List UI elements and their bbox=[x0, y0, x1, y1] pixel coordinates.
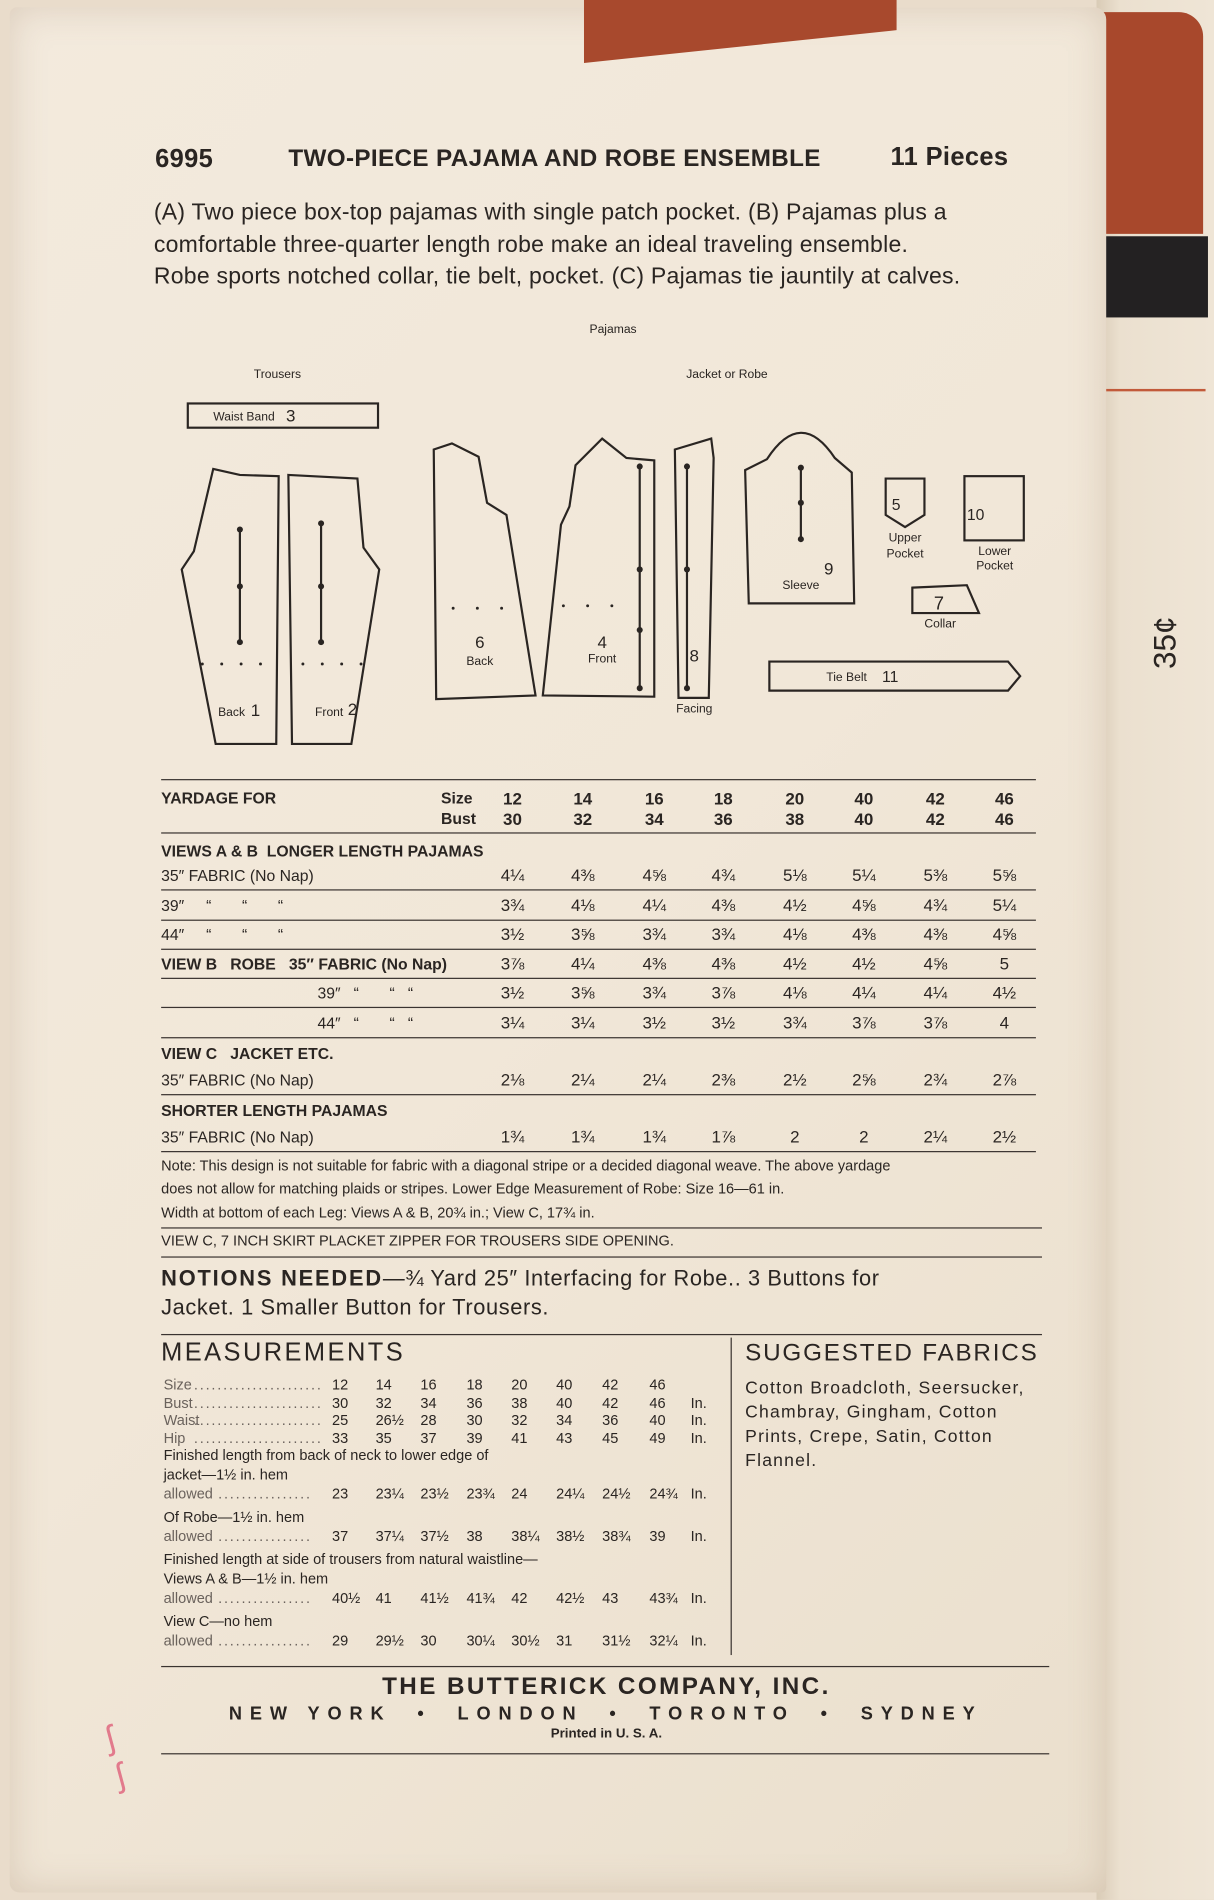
row-divider bbox=[161, 949, 1036, 951]
measurement-value: 42 bbox=[602, 1376, 619, 1394]
row-divider bbox=[161, 1007, 1036, 1009]
measurement-value: 32¼ bbox=[649, 1632, 678, 1649]
measurement-value: 31½ bbox=[602, 1632, 631, 1649]
fabrics-heading: SUGGESTED FABRICS bbox=[745, 1340, 1039, 1367]
yardage-value: 4⅝ bbox=[852, 895, 876, 915]
size-header: 16 bbox=[644, 788, 664, 809]
row-label: 39″ “ “ “ bbox=[161, 896, 284, 915]
yardage-value: 3⅝ bbox=[570, 924, 595, 944]
section-heading: VIEW C JACKET ETC. bbox=[161, 1044, 334, 1063]
bust-header: 40 bbox=[854, 809, 874, 829]
yardage-value: 3⅞ bbox=[711, 982, 736, 1002]
dot-leader: ...................... bbox=[193, 1393, 323, 1411]
measurement-caption: Finished length from back of neck to lower edge of bbox=[163, 1446, 489, 1464]
bust-header: 42 bbox=[925, 809, 945, 829]
measurement-value: 30¼ bbox=[466, 1632, 495, 1649]
diagram-group-title: Pajamas bbox=[589, 322, 637, 337]
waist-band-number: 3 bbox=[285, 406, 296, 426]
dot-leader: ...................... bbox=[193, 1411, 323, 1429]
fabrics-line: Flannel. bbox=[745, 1451, 818, 1471]
measurement-value: 38¾ bbox=[602, 1527, 631, 1545]
measurement-value: 24¾ bbox=[649, 1485, 678, 1503]
measurement-value: 29½ bbox=[375, 1632, 404, 1649]
row-label: VIEW B ROBE 35″ FABRIC (No Nap) bbox=[161, 954, 447, 973]
bust-header: 30 bbox=[503, 809, 522, 829]
measurement-value: 41 bbox=[375, 1589, 392, 1607]
yardage-value: 5⅛ bbox=[783, 865, 807, 885]
measurement-label: allowed bbox=[163, 1632, 213, 1649]
upper-pocket-label: Upper bbox=[888, 530, 922, 545]
measurement-value: 38 bbox=[511, 1393, 528, 1411]
size-label: Size bbox=[441, 788, 473, 807]
yardage-value: 4¼ bbox=[500, 865, 525, 885]
yardage-value: 2⅞ bbox=[992, 1069, 1017, 1090]
yardage-value: 3¾ bbox=[783, 1012, 807, 1033]
measurement-caption: Of Robe—1½ in. hem bbox=[163, 1508, 305, 1526]
measurement-unit: In. bbox=[690, 1485, 707, 1503]
notions-heading: NOTIONS NEEDED bbox=[161, 1266, 383, 1291]
yardage-value: 1¾ bbox=[500, 1126, 525, 1147]
measurement-value: 23½ bbox=[420, 1485, 449, 1503]
yardage-value: 3¾ bbox=[500, 895, 525, 915]
size-header: 18 bbox=[713, 788, 733, 809]
measurement-value: 32 bbox=[375, 1393, 392, 1411]
measurement-value: 12 bbox=[331, 1376, 349, 1394]
measurement-value: 32 bbox=[511, 1411, 528, 1429]
measurement-value: 24 bbox=[511, 1485, 528, 1503]
note-line: does not allow for matching plaids or stripes. Lower Edge Measurement of Robe: Size 16—61 in. bbox=[161, 1180, 785, 1198]
measurement-unit: In. bbox=[690, 1527, 707, 1545]
measurement-value: 30 bbox=[466, 1411, 483, 1429]
yardage-value: 4¼ bbox=[570, 953, 595, 973]
trousers-title: Trousers bbox=[253, 367, 302, 382]
zipper-note: VIEW C, 7 INCH SKIRT PLACKET ZIPPER FOR TROUSERS SIDE OPENING. bbox=[161, 1232, 674, 1250]
front-label: Front bbox=[588, 651, 617, 666]
yardage-value: 2½ bbox=[992, 1126, 1017, 1147]
yardage-value: 2 bbox=[790, 1126, 800, 1147]
dot-leader: ................ bbox=[218, 1527, 312, 1545]
lower-pocket-label: Lower bbox=[978, 543, 1012, 558]
row-divider bbox=[161, 978, 1036, 980]
yardage-value: 2⅜ bbox=[711, 1069, 736, 1090]
measurement-value: 37¼ bbox=[375, 1527, 404, 1545]
measurement-value: 46 bbox=[649, 1393, 666, 1411]
dot-leader: ................ bbox=[218, 1589, 312, 1607]
measurement-value: 23¾ bbox=[466, 1485, 495, 1503]
measurement-value: 41 bbox=[511, 1429, 528, 1447]
bust-header: 38 bbox=[785, 809, 805, 829]
measurement-value: 37½ bbox=[420, 1527, 449, 1545]
yardage-value: 3½ bbox=[642, 1012, 667, 1033]
measurement-unit: In. bbox=[690, 1632, 707, 1649]
yardage-value: 4¼ bbox=[852, 982, 876, 1002]
measurement-value: 29 bbox=[331, 1632, 349, 1649]
fabrics-line: Prints, Crepe, Satin, Cotton bbox=[745, 1427, 993, 1447]
yardage-value: 1⅞ bbox=[711, 1126, 736, 1147]
measurement-value: 43¾ bbox=[649, 1589, 678, 1607]
measurement-value: 46 bbox=[649, 1376, 666, 1394]
measurement-value: 40 bbox=[556, 1393, 573, 1411]
measurement-value: 36 bbox=[466, 1393, 483, 1411]
measurement-value: 41¾ bbox=[466, 1589, 495, 1607]
upper-pocket-number: 5 bbox=[891, 497, 901, 515]
yardage-value: 4⅝ bbox=[642, 865, 667, 885]
pattern-number: 6995 bbox=[155, 145, 214, 174]
size-header: 40 bbox=[854, 788, 874, 809]
back-label: Back bbox=[466, 654, 494, 669]
row-label: 35″ FABRIC (No Nap) bbox=[161, 866, 314, 885]
measurement-value: 43 bbox=[602, 1589, 619, 1607]
yardage-value: 1¾ bbox=[642, 1126, 667, 1147]
sleeve-number: 9 bbox=[824, 559, 834, 579]
note-line: Width at bottom of each Leg: Views A & B, 20¾ in.; View C, 17¾ in. bbox=[161, 1204, 595, 1222]
measurement-caption: jacket—1½ in. hem bbox=[163, 1466, 289, 1483]
measurement-value: 38¼ bbox=[511, 1527, 540, 1545]
lower-pocket-label: Pocket bbox=[976, 558, 1014, 573]
pink-handwritten-mark: ʃ ʃ bbox=[101, 1718, 129, 1795]
row-divider bbox=[161, 1094, 1036, 1096]
waist-band-label: Waist Band bbox=[213, 409, 275, 424]
back-trousers-number: 1 bbox=[250, 701, 261, 721]
fabrics-line: Chambray, Gingham, Cotton bbox=[745, 1403, 998, 1423]
company-cities: NEW YORK • LONDON • TORONTO • SYDNEY bbox=[228, 1703, 983, 1725]
yardage-value: 5¼ bbox=[852, 865, 876, 885]
measurement-value: 40 bbox=[556, 1376, 573, 1394]
measurement-value: 40½ bbox=[331, 1589, 361, 1607]
jacket-title: Jacket or Robe bbox=[686, 367, 768, 382]
row-divider bbox=[161, 889, 1036, 891]
measurement-value: 30 bbox=[331, 1393, 349, 1411]
size-header: 46 bbox=[994, 788, 1014, 809]
measurement-value: 28 bbox=[420, 1411, 437, 1429]
yardage-value: 4⅝ bbox=[992, 924, 1017, 944]
yardage-value: 3¼ bbox=[570, 1012, 595, 1033]
yardage-value: 5 bbox=[999, 953, 1010, 973]
measurement-value: 37 bbox=[331, 1527, 349, 1545]
yardage-value: 1¾ bbox=[570, 1126, 595, 1147]
measurement-value: 34 bbox=[420, 1393, 437, 1411]
measurement-value: 30 bbox=[420, 1632, 437, 1649]
measurement-value: 43 bbox=[556, 1429, 573, 1447]
front-trousers-number: 2 bbox=[347, 699, 358, 719]
bust-header: 36 bbox=[713, 809, 733, 829]
bust-header: 46 bbox=[994, 809, 1014, 829]
measurement-value: 42 bbox=[602, 1393, 619, 1411]
upper-pocket-label: Pocket bbox=[886, 546, 924, 561]
collar-number: 7 bbox=[933, 593, 945, 614]
measurement-unit: In. bbox=[690, 1429, 707, 1447]
yardage-value: 3½ bbox=[711, 1012, 736, 1033]
back-trousers-label: Back bbox=[218, 705, 246, 720]
back-trousers-piece bbox=[182, 469, 279, 744]
row-label: 35″ FABRIC (No Nap) bbox=[161, 1071, 314, 1090]
measurement-value: 26½ bbox=[375, 1411, 404, 1429]
measurement-value: 16 bbox=[420, 1376, 437, 1394]
row-divider bbox=[161, 1037, 1036, 1039]
bust-header: 34 bbox=[644, 809, 664, 829]
yardage-value: 4⅝ bbox=[923, 953, 948, 973]
measurement-value: 33 bbox=[331, 1429, 349, 1447]
yardage-value: 3⅞ bbox=[500, 953, 525, 973]
yardage-value: 4¼ bbox=[642, 895, 667, 915]
yardage-value: 3¾ bbox=[642, 924, 667, 944]
bust-header: 32 bbox=[573, 809, 593, 829]
yardage-value: 4 bbox=[999, 1012, 1010, 1033]
measurement-value: 45 bbox=[602, 1429, 619, 1447]
yardage-value: 4⅜ bbox=[570, 865, 595, 885]
yardage-value: 4⅜ bbox=[642, 953, 667, 973]
sleeve-label: Sleeve bbox=[782, 577, 820, 592]
dot-leader: ...................... bbox=[193, 1376, 323, 1394]
measurement-value: 49 bbox=[649, 1429, 666, 1447]
yardage-value: 2 bbox=[859, 1126, 869, 1147]
measurement-value: 37 bbox=[420, 1429, 437, 1447]
section-heading: SHORTER LENGTH PAJAMAS bbox=[161, 1101, 388, 1120]
measurement-value: 42½ bbox=[556, 1589, 585, 1607]
yardage-value: 4⅛ bbox=[783, 982, 807, 1002]
piece-count: 11 Pieces bbox=[890, 142, 1009, 171]
yardage-value: 4⅛ bbox=[570, 895, 595, 915]
yardage-value: 4½ bbox=[992, 982, 1017, 1002]
measurement-value: 42 bbox=[511, 1589, 528, 1607]
measurement-label: allowed bbox=[163, 1589, 213, 1607]
yardage-title: YARDAGE FOR bbox=[161, 788, 277, 807]
measurement-value: 23 bbox=[331, 1485, 349, 1503]
measurement-value: 20 bbox=[511, 1376, 528, 1394]
yardage-value: 3¼ bbox=[500, 1012, 525, 1033]
tie-belt-number: 11 bbox=[882, 669, 899, 687]
bust-label: Bust bbox=[441, 809, 477, 828]
measurement-label: Hip bbox=[163, 1429, 186, 1447]
yardage-value: 3½ bbox=[500, 982, 525, 1002]
yardage-value: 2¾ bbox=[923, 1069, 948, 1090]
yardage-value: 2⅝ bbox=[852, 1069, 876, 1090]
yardage-value: 3⅞ bbox=[852, 1012, 876, 1033]
front-trousers-piece bbox=[288, 475, 379, 744]
yardage-value: 4⅜ bbox=[711, 895, 736, 915]
yardage-value: 2¼ bbox=[923, 1126, 948, 1147]
measurement-value: 39 bbox=[649, 1527, 666, 1545]
measurement-label: allowed bbox=[163, 1485, 213, 1503]
back-number: 6 bbox=[475, 633, 485, 653]
yardage-value: 3⅝ bbox=[570, 982, 595, 1002]
front-trousers-label: Front bbox=[315, 705, 344, 720]
description-line: Robe sports notched collar, tie belt, pocket. (C) Pajamas tie jauntily at calves. bbox=[153, 264, 961, 290]
front-number: 4 bbox=[597, 633, 607, 653]
yardage-value: 4½ bbox=[852, 953, 876, 973]
measurement-unit: In. bbox=[690, 1411, 707, 1429]
collar-piece bbox=[912, 585, 979, 613]
measurement-label: Waist bbox=[163, 1411, 200, 1429]
size-header: 42 bbox=[925, 788, 945, 809]
measurement-value: 38 bbox=[466, 1527, 483, 1545]
measurement-value: 25 bbox=[331, 1411, 349, 1429]
yardage-value: 4⅜ bbox=[711, 953, 736, 973]
yardage-value: 2¼ bbox=[642, 1069, 667, 1090]
measurement-value: 30½ bbox=[511, 1632, 540, 1649]
price: 35¢ bbox=[1146, 616, 1183, 670]
measurement-label: Bust bbox=[163, 1393, 193, 1411]
row-divider bbox=[161, 920, 1036, 922]
company-name: THE BUTTERICK COMPANY, INC. bbox=[382, 1673, 831, 1700]
yardage-value: 5⅝ bbox=[992, 865, 1017, 885]
column-divider bbox=[731, 1338, 733, 1655]
pattern-title: TWO-PIECE PAJAMA AND ROBE ENSEMBLE bbox=[288, 145, 821, 173]
row-label: 35″ FABRIC (No Nap) bbox=[161, 1127, 314, 1147]
printed-in: Printed in U. S. A. bbox=[550, 1726, 663, 1742]
measurement-caption: Finished length at side of trousers from natural waistline— bbox=[163, 1550, 538, 1568]
measurement-value: 38½ bbox=[556, 1527, 585, 1545]
yardage-value: 4¼ bbox=[923, 982, 948, 1002]
notions-text: —¾ Yard 25″ Interfacing for Robe.. 3 Buttons for bbox=[382, 1266, 880, 1291]
description-line: comfortable three-quarter length robe make an ideal traveling ensemble. bbox=[153, 232, 909, 259]
section-heading: VIEWS A & B LONGER LENGTH PAJAMAS bbox=[161, 842, 484, 861]
yardage-value: 4⅜ bbox=[923, 924, 948, 944]
measurement-label: allowed bbox=[163, 1527, 213, 1545]
yardage-value: 4¾ bbox=[923, 895, 948, 915]
measurement-value: 41½ bbox=[420, 1589, 449, 1607]
facing-number: 8 bbox=[689, 646, 699, 666]
yardage-value: 3¾ bbox=[711, 924, 736, 944]
measurement-value: 14 bbox=[375, 1376, 392, 1394]
description-line: (A) Two piece box-top pajamas with single patch pocket. (B) Pajamas plus a bbox=[153, 199, 947, 226]
yardage-value: 2¼ bbox=[570, 1069, 595, 1090]
measurement-value: 40 bbox=[649, 1411, 666, 1429]
note-line: Note: This design is not suitable for fabric with a diagonal stripe or a decided diagonal weave. The above yardage bbox=[161, 1157, 891, 1175]
tie-belt-label: Tie Belt bbox=[826, 669, 867, 684]
dot-leader: ...................... bbox=[193, 1429, 323, 1447]
measurement-value: 31 bbox=[556, 1632, 573, 1649]
yardage-value: 4½ bbox=[783, 895, 807, 915]
row-label: 44″ “ “ “ bbox=[161, 925, 284, 944]
yardage-value: 5¼ bbox=[992, 895, 1017, 915]
yardage-value: 4¾ bbox=[711, 865, 736, 885]
measurement-caption: Views A & B—1½ in. hem bbox=[163, 1570, 329, 1588]
measurement-value: 24½ bbox=[602, 1485, 631, 1503]
measurement-value: 35 bbox=[375, 1429, 392, 1447]
yardage-value: 4⅛ bbox=[783, 924, 807, 944]
measurement-caption: View C—no hem bbox=[163, 1612, 273, 1630]
dot-leader: ................ bbox=[218, 1485, 312, 1503]
size-header: 20 bbox=[785, 788, 805, 809]
size-header: 14 bbox=[573, 788, 593, 809]
yardage-value: 5⅜ bbox=[923, 865, 948, 885]
fabrics-line: Cotton Broadcloth, Seersucker, bbox=[745, 1378, 1025, 1399]
yardage-value: 2½ bbox=[783, 1069, 807, 1090]
measurement-unit: In. bbox=[690, 1393, 707, 1411]
measurement-value: 24¼ bbox=[556, 1485, 585, 1503]
dot-leader: ................ bbox=[218, 1632, 312, 1649]
yardage-value: 3½ bbox=[500, 924, 525, 944]
yardage-value: 4⅜ bbox=[852, 924, 876, 944]
yardage-value: 3⅞ bbox=[923, 1012, 948, 1033]
measurements-heading: MEASUREMENTS bbox=[161, 1338, 406, 1367]
row-divider bbox=[161, 1151, 1036, 1153]
yardage-value: 3¾ bbox=[642, 982, 667, 1002]
row-label: 39″ “ “ “ bbox=[317, 983, 414, 1002]
measurement-value: 23¼ bbox=[375, 1485, 404, 1503]
row-label: 44″ “ “ “ bbox=[317, 1014, 414, 1033]
collar-label: Collar bbox=[924, 616, 957, 631]
lower-pocket-number: 10 bbox=[966, 506, 985, 524]
measurement-value: 39 bbox=[466, 1429, 483, 1447]
facing-label: Facing bbox=[676, 701, 713, 716]
notions bbox=[161, 1266, 879, 1291]
yardage-value: 4½ bbox=[783, 953, 807, 973]
measurement-value: 36 bbox=[602, 1411, 619, 1429]
measurement-label: Size bbox=[163, 1376, 192, 1394]
yardage-value: 2⅛ bbox=[500, 1069, 525, 1090]
notions-text: Jacket. 1 Smaller Button for Trousers. bbox=[161, 1295, 550, 1320]
size-header: 12 bbox=[503, 788, 522, 809]
measurement-unit: In. bbox=[690, 1589, 707, 1607]
measurement-value: 18 bbox=[466, 1376, 483, 1394]
measurement-value: 34 bbox=[556, 1411, 573, 1429]
